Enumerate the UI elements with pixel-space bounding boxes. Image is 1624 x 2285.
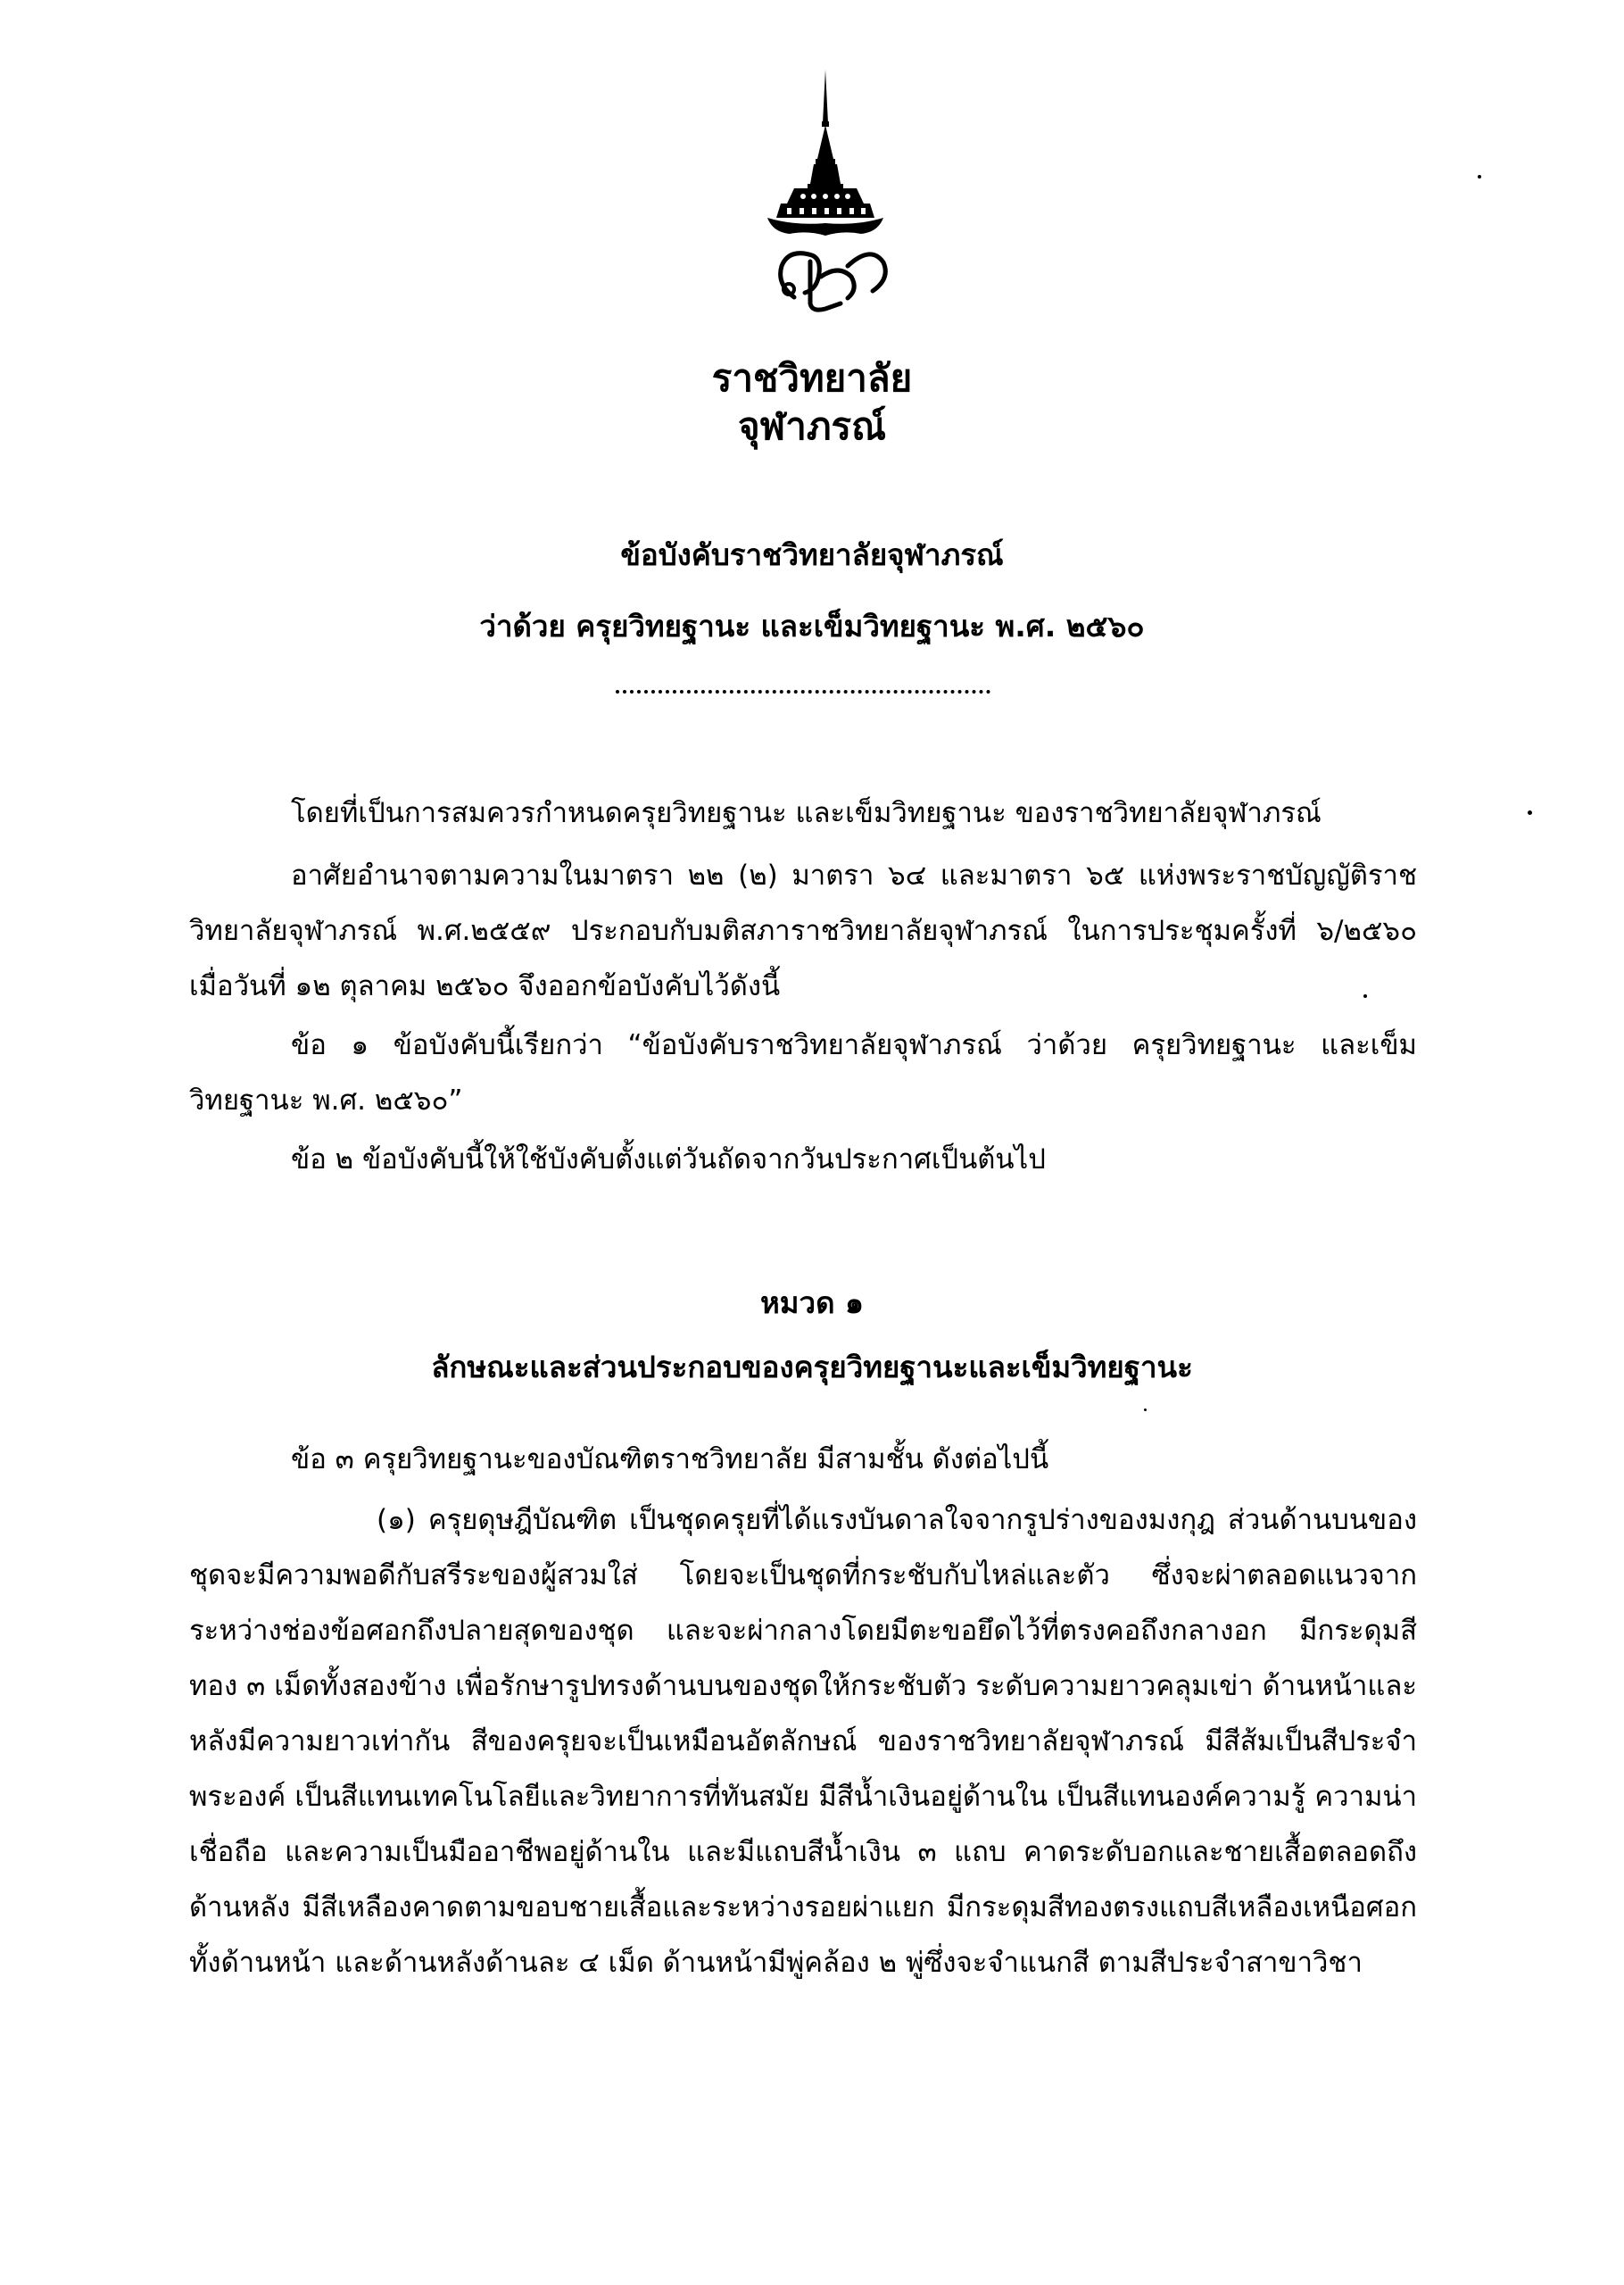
clause-3-intro: ข้อ ๓ ครุยวิทยฐานะของบัณฑิตราชวิทยาลัย มีสามชั้น ดังต่อไปนี้ — [291, 1443, 1049, 1475]
chapter-number: หมวด ๑ — [760, 1285, 864, 1320]
document-subtitle: ว่าด้วย ครุยวิทยฐานะ และเข็มวิทยฐานะ พ.ศ. ๒๕๖๐ — [479, 609, 1145, 644]
scan-speck — [1144, 1408, 1147, 1411]
university-name-line-2: จุฬาภรณ์ — [737, 404, 887, 448]
scan-speck — [1528, 810, 1532, 815]
university-emblem-icon — [758, 70, 892, 337]
chapter-heading: ลักษณะและส่วนประกอบของครุยวิทยฐานะและเข็มวิทยฐานะ — [431, 1350, 1193, 1384]
clause-2: ข้อ ๒ ข้อบังคับนี้ให้ใช้บังคับตั้งแต่วันถัดจากวันประกาศเป็นต้นไป — [291, 1143, 1046, 1176]
scan-speck — [1478, 175, 1481, 179]
document-title: ข้อบังคับราชวิทยาลัยจุฬาภรณ์ — [620, 537, 1004, 572]
title-divider — [616, 690, 990, 694]
preamble-paragraph-2: อาศัยอำนาจตามความในมาตรา ๒๒ (๒) มาตรา ๖๔ และมาตรา ๖๕ แห่งพระราชบัญญัติราชวิทยาลัยจุฬาภรณ์ พ.ศ.๒๕๕๙ ประกอบกับมติสภาราชวิทยาลัยจุฬาภรณ์ ในการประชุมครั้งที่ ๖/๒๕๖๐ เมื่อวันที่ ๑๒ ตุลาคม ๒๕๖๐ จึงออกข้อบังคับไว้ดังนี้ — [189, 860, 1417, 1002]
scan-speck — [1363, 994, 1367, 998]
clause-1: ข้อ ๑ ข้อบังคับนี้เรียกว่า “ข้อบังคับราชวิทยาลัยจุฬาภรณ์ ว่าด้วย ครุยวิทยฐานะ และเข็มวิทยฐานะ พ.ศ. ๒๕๖๐” — [189, 1029, 1417, 1117]
preamble-paragraph-1: โดยที่เป็นการสมควรกำหนดครุยวิทยฐานะ และเข็มวิทยฐานะ ของราชวิทยาลัยจุฬาภรณ์ — [291, 797, 1322, 829]
clause-3-item-1: (๑) ครุยดุษฎีบัณฑิต เป็นชุดครุยที่ได้แรงบันดาลใจจากรูปร่างของมงกุฎ ส่วนด้านบนของชุดจะมีความพอดีกับสรีระของผู้สวมใส่ โดยจะเป็นชุดที่กระชับกับไหล่และตัว ซึ่งจะผ่าตลอดแนวจากระหว่างช่องข้อศอกถึงปลายสุดของชุด และจะผ่ากลางโดยมีตะขอยึดไว้ที่ตรงคอถึงกลางอก มีกระดุมสีทอง ๓ เม็ดทั้งสองข้าง เพื่อรักษารูปทรงด้านบนของชุดให้กระชับตัว ระดับความยาวคลุมเข่า ด้านหน้าและหลังมีความยาวเท่ากัน สีของครุยจะเป็นเหมือนอัตลักษณ์ ของราชวิทยาลัยจุฬาภรณ์ มีสีส้มเป็นสีประจำพระองค์ เป็นสีแทนเทคโนโลยีและวิทยาการที่ทันสมัย มีสีน้ำเงินอยู่ด้านใน เป็นสีแทนองค์ความรู้ ความน่าเชื่อถือ และความเป็นมืออาชีพอยู่ด้านใน และมีแถบสีน้ำเงิน ๓ แถบ คาดระดับอกและชายเสื้อตลอดถึงด้านหลัง มีสีเหลืองคาดตามขอบชายเสื้อและระหว่างรอยผ่าแยก มีกระดุมสีทองตรงแถบสีเหลืองเหนือศอกทั้งด้านหน้า และด้านหลังด้านละ ๔ เม็ด ด้านหน้ามีพู่คล้อง ๒ พู่ซึ่งจะจำแนกสี ตามสีประจำสาขาวิชา — [189, 1504, 1417, 1979]
university-name-line-1: ราชวิทยาลัย — [711, 356, 913, 400]
